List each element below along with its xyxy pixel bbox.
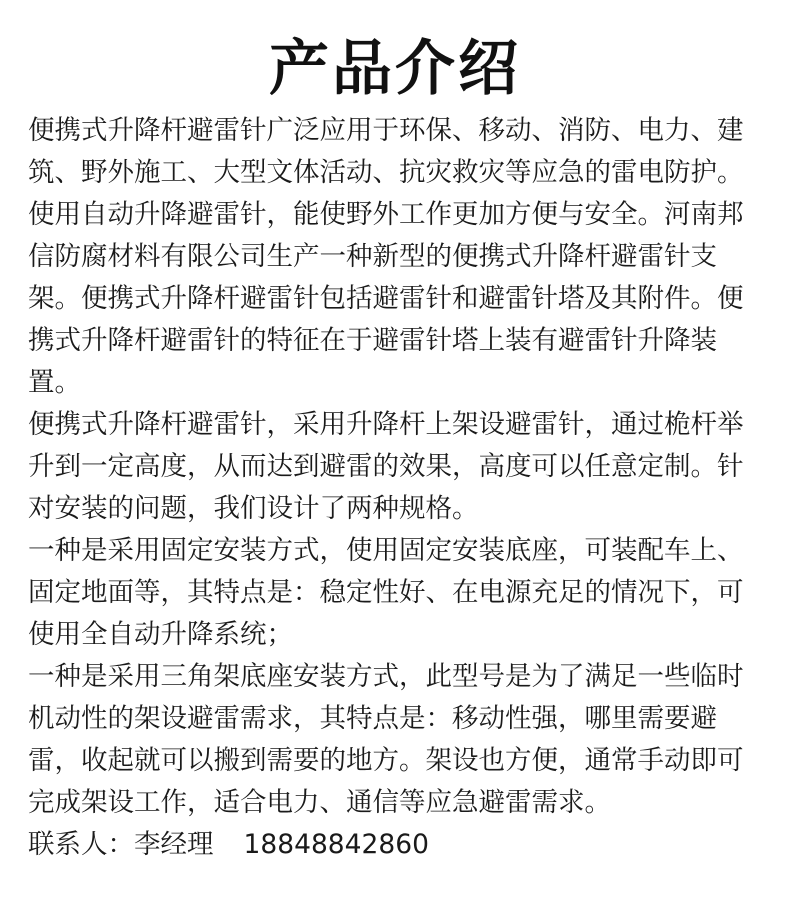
intro-paragraph-1: 便携式升降杆避雷针广泛应用于环保、移动、消防、电力、建筑、野外施工、大型文体活动、抗灾救灾等应急的雷电防护。使用自动升降避雷针，能使野外工作更加方便与安全。河南邦信防腐材料有限公司生产一种新型的便携式升降杆避雷针支架。便携式升降杆避雷针包括避雷针和避雷针塔及其附件。便携式升降杆避雷针的特征在于避雷针塔上装有避雷针升降装置。 — [28, 115, 744, 398]
intro-paragraph-3: 一种是采用固定安装方式，使用固定安装底座，可装配车上、固定地面等，其特点是：稳定性好、在电源充足的情况下，可使用全自动升降系统； — [28, 535, 744, 650]
page-title: 产品介绍 — [269, 34, 521, 104]
contact-phone: 18848842860 — [243, 829, 429, 860]
contact-line — [28, 824, 762, 866]
intro-paragraph-2: 便携式升降杆避雷针，采用升降杆上架设避雷针，通过桅杆举升到一定高度，从而达到避雷的效果，高度可以任意定制。针对安装的问题，我们设计了两种规格。 — [28, 409, 744, 524]
intro-paragraph-4: 一种是采用三角架底座安装方式，此型号是为了满足一些临时机动性的架设避雷需求，其特点是：移动性强，哪里需要避雷，收起就可以搬到需要的地方。架设也方便，通常手动即可完成架设工作，适合电力、通信等应急避雷需求。 — [28, 661, 744, 818]
contact-label: 联系人：李经理 — [28, 829, 214, 860]
intro-body — [28, 110, 762, 866]
